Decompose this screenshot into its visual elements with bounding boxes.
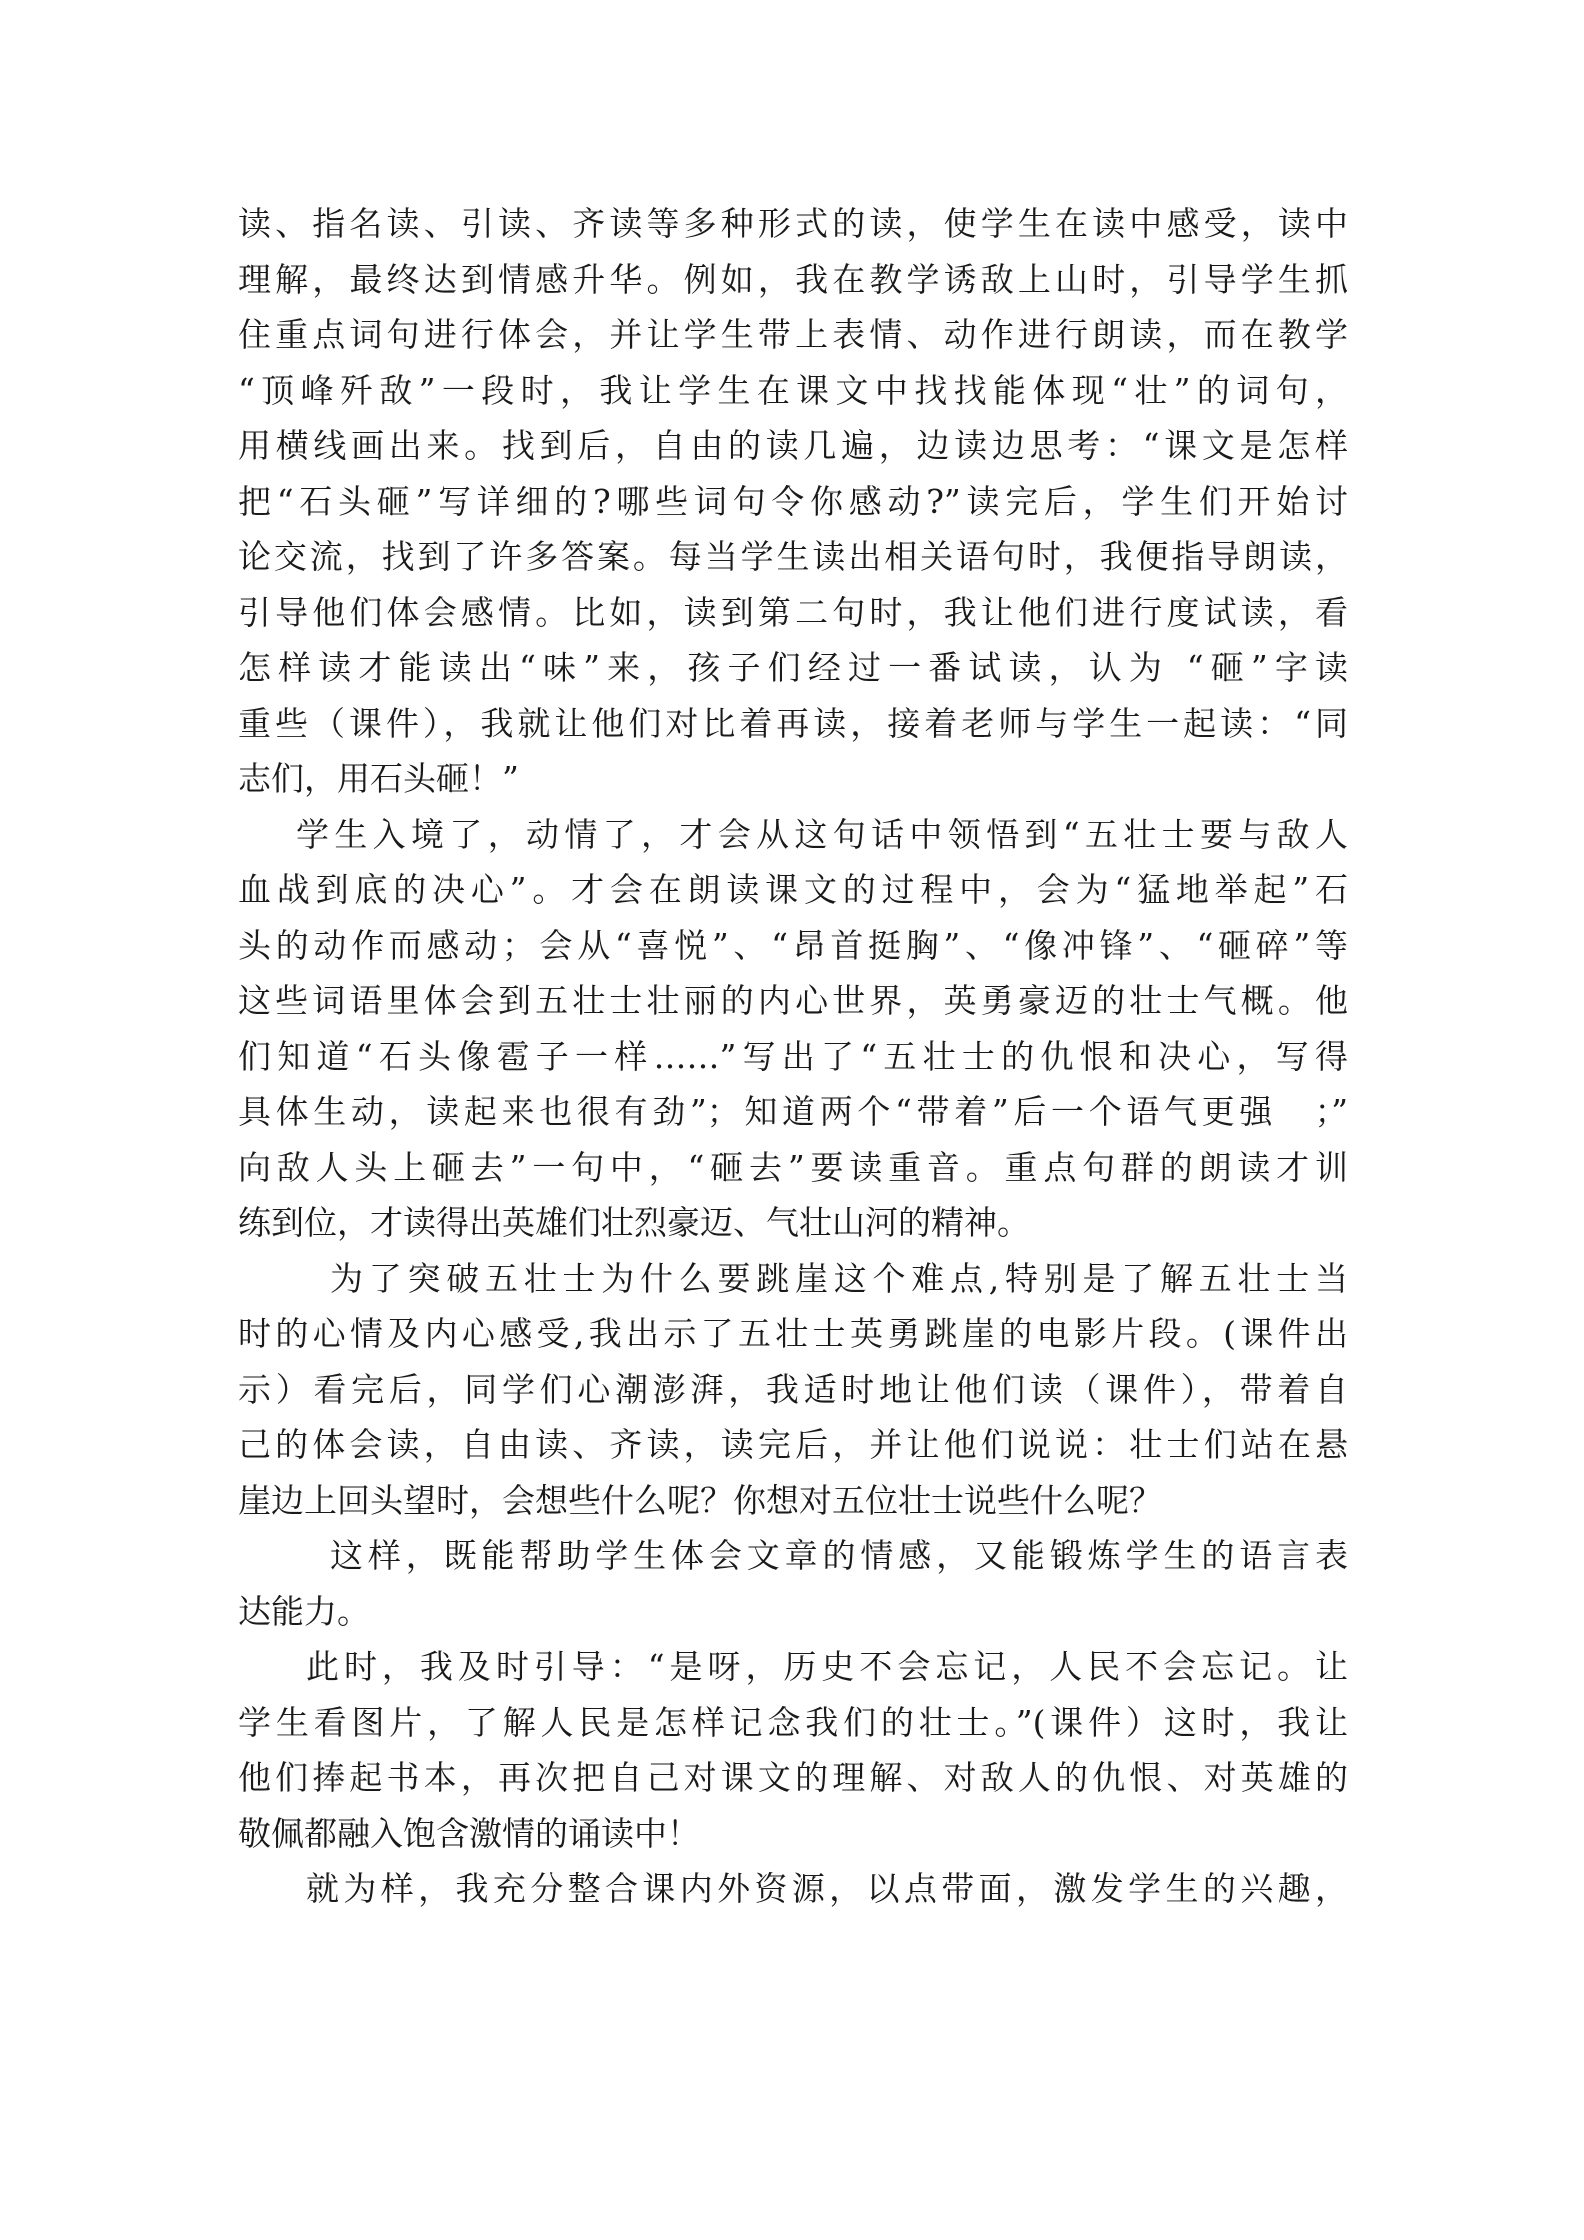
- text-line: 敬佩都融入饱含激情的诵读中！: [238, 1813, 700, 1853]
- text-line: 学生入境了，动情了，才会从这句话中领悟到“五壮士要与敌人: [296, 814, 1348, 854]
- text-line: 具体生动，读起来也很有劲”；知道两个“带着”后一个语气更强 ；”: [238, 1092, 1348, 1131]
- text-line: 崖边上回头望时，会想些什么呢？你想对五位壮士说些什么呢？: [238, 1480, 1162, 1520]
- text-line: 这样，既能帮助学生体会文章的情感，又能锻炼学生的语言表: [330, 1536, 1348, 1575]
- document-page: [238, 196, 1348, 2116]
- text-line: 论交流，找到了许多答案。每当学生读出相关语句时，我便指导朗读，: [238, 537, 1348, 576]
- text-line: 为了突破五壮士为什么要跳崖这个难点,特别是了解五壮士当: [330, 1258, 1348, 1298]
- text-line: 理解，最终达到情感升华。例如，我在教学诱敌上山时，引导学生抓: [238, 259, 1348, 299]
- text-line: 用横线画出来。找到后，自由的读几遍，边读边思考：“课文是怎样: [238, 426, 1348, 465]
- text-line: 这些词语里体会到五壮士壮丽的内心世界，英勇豪迈的壮士气概。他: [238, 981, 1348, 1020]
- paragraph-1: [238, 196, 1348, 807]
- paragraph-6: [238, 1861, 1348, 1917]
- paragraph-5: [238, 1639, 1348, 1861]
- text-line: 学生看图片，了解人民是怎样记念我们的壮士。”(课件）这时，我让: [238, 1702, 1348, 1742]
- text-line: 此时，我及时引导：“是呀，历史不会忘记，人民不会忘记。让: [306, 1647, 1348, 1686]
- text-line: 示）看完后，同学们心潮澎湃，我适时地让他们读（课件），带着自: [238, 1369, 1348, 1409]
- text-line: 达能力。: [238, 1591, 370, 1631]
- text-line: 向敌人头上砸去”一句中，“砸去”要读重音。重点句群的朗读才训: [238, 1147, 1348, 1187]
- paragraph-3: [238, 1251, 1348, 1529]
- text-line: 怎样读才能读出“味”来，孩子们经过一番试读，认为 “砸”字读: [238, 648, 1348, 687]
- text-line: 把“石头砸”写详细的?哪些词句令你感动?”读完后，学生们开始讨: [238, 481, 1348, 521]
- text-line: “顶峰歼敌”一段时，我让学生在课文中找找能体现“壮”的词句，: [238, 370, 1348, 410]
- paragraph-2: [238, 807, 1348, 1251]
- text-line: 他们捧起书本，再次把自己对课文的理解、对敌人的仇恨、对英雄的: [238, 1758, 1348, 1797]
- text-line: 就为样，我充分整合课内外资源，以点带面，激发学生的兴趣，: [306, 1869, 1348, 1908]
- text-line: 引导他们体会感情。比如，读到第二句时，我让他们进行度试读，看: [238, 592, 1348, 632]
- text-line: 血战到底的决心”。才会在朗读课文的过程中，会为“猛地举起”石: [238, 870, 1348, 909]
- paragraph-4: [238, 1528, 1348, 1639]
- text-line: 读、指名读、引读、齐读等多种形式的读，使学生在读中感受，读中: [238, 204, 1348, 243]
- text-line: 己的体会读，自由读、齐读，读完后，并让他们说说：壮士们站在悬: [238, 1425, 1348, 1464]
- text-line: 志们，用石头砸！”: [238, 759, 519, 798]
- text-line: 头的动作而感动；会从“喜悦”、“昂首挺胸”、“像冲锋”、“砸碎”等: [238, 925, 1348, 965]
- text-line: 住重点词句进行体会，并让学生带上表情、动作进行朗读，而在教学: [238, 315, 1348, 354]
- text-line: 时的心情及内心感受,我出示了五壮士英勇跳崖的电影片段。(课件出: [238, 1314, 1348, 1353]
- text-line: 重些（课件），我就让他们对比着再读，接着老师与学生一起读：“同: [238, 703, 1348, 743]
- text-line: 们知道“石头像雹子一样……”写出了“五壮士的仇恨和决心，写得: [238, 1036, 1348, 1076]
- text-line: 练到位，才读得出英雄们壮烈豪迈、气壮山河的精神。: [238, 1203, 1030, 1242]
